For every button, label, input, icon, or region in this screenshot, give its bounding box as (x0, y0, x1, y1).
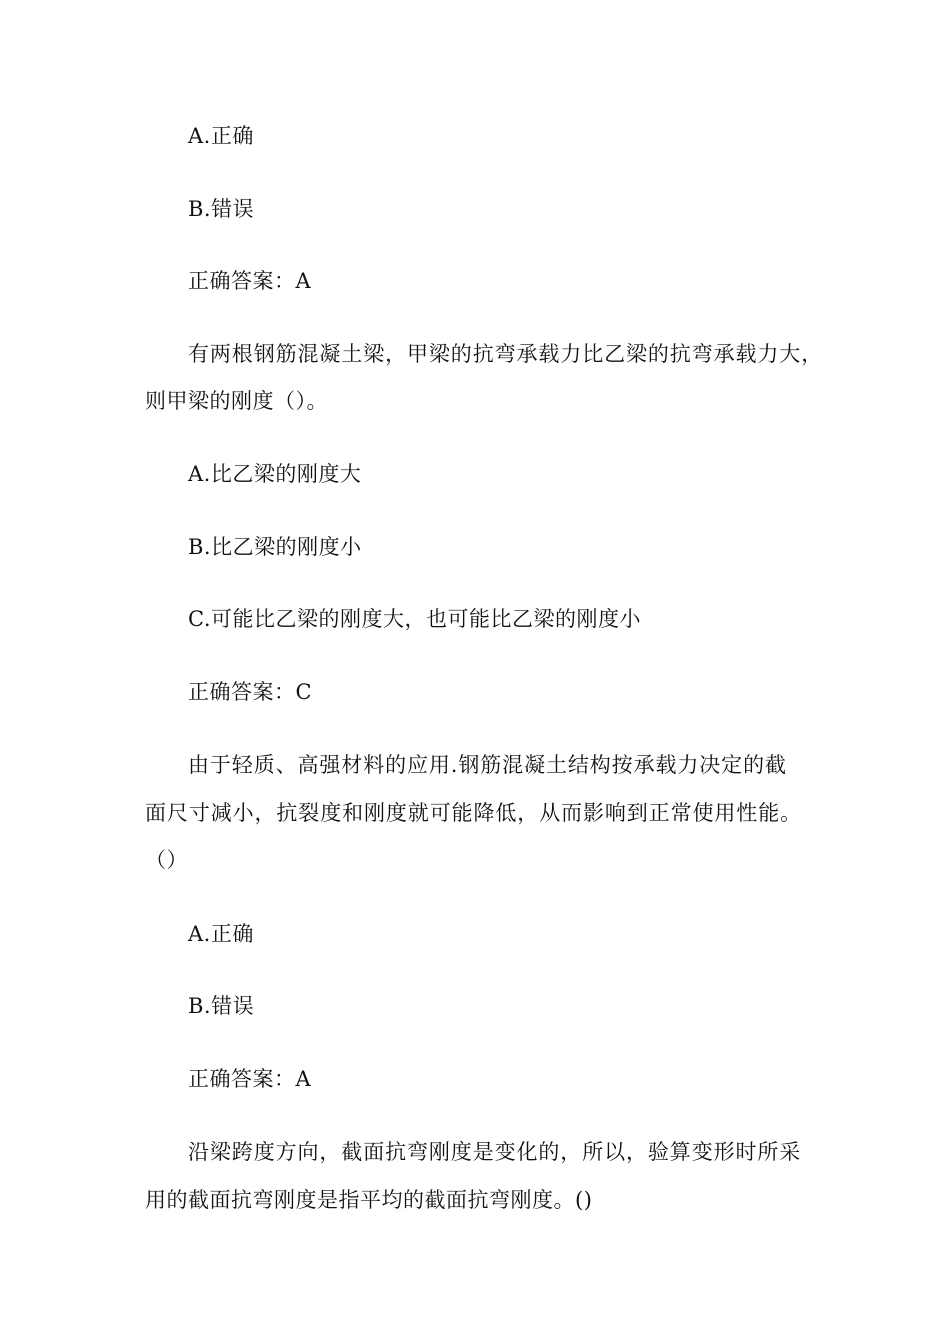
question-line: 有两根钢筋混凝土梁，甲梁的抗弯承载力比乙梁的抗弯承载力大， (188, 342, 824, 366)
question-line: 用的截面抗弯刚度是指平均的截面抗弯刚度。() (145, 1188, 593, 1212)
option-a: A.正确 (188, 124, 254, 148)
correct-answer: 正确答案：A (188, 1067, 312, 1091)
question-line: 面尺寸减小，抗裂度和刚度就可能降低，从而影响到正常使用性能。 (145, 801, 802, 825)
option-c: C.可能比乙梁的刚度大，也可能比乙梁的刚度小 (188, 607, 641, 631)
question-line: 由于轻质、高强材料的应用.钢筋混凝土结构按承载力决定的截 (188, 753, 787, 777)
question-line: 沿梁跨度方向，截面抗弯刚度是变化的，所以，验算变形时所采 (188, 1140, 802, 1164)
correct-answer: 正确答案：C (188, 680, 313, 704)
option-a: A.比乙梁的刚度大 (188, 462, 362, 486)
option-b: B.错误 (188, 994, 255, 1018)
option-b: B.比乙梁的刚度小 (188, 535, 362, 559)
option-a: A.正确 (188, 922, 254, 946)
correct-answer: 正确答案：A (188, 269, 312, 293)
question-line: （） (145, 848, 188, 872)
option-b: B.错误 (188, 197, 255, 221)
question-line: 则甲梁的刚度（）。 (145, 389, 328, 413)
